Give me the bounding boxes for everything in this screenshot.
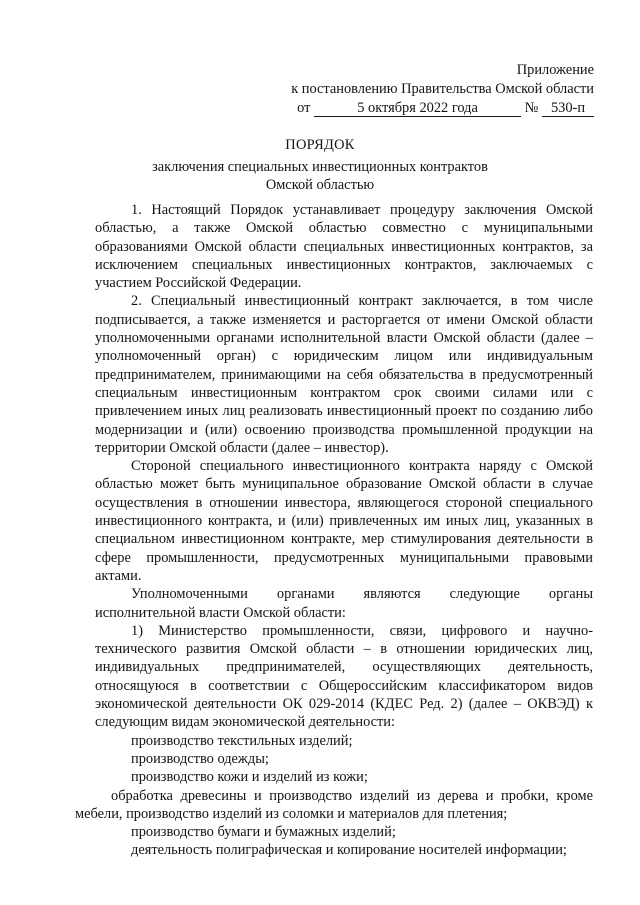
activity-item: обработка древесины и производство изделий из дерева и пробки, кроме мебели, производство изделий из соломки и материалов для плетения; bbox=[75, 787, 593, 822]
number-prefix: № bbox=[524, 100, 539, 116]
document-body bbox=[75, 201, 593, 860]
appendix-title: Приложение bbox=[516, 62, 594, 78]
activity-item: производство кожи и изделий из кожи; bbox=[131, 769, 368, 786]
resolution-number: 530-п bbox=[542, 100, 594, 117]
document-subtitle-line1: заключения специальных инвестиционных контрактов bbox=[152, 159, 488, 175]
activity-item: производство одежды; bbox=[131, 750, 269, 767]
paragraph-5: 1) Министерство промышленности, связи, цифрового и научно-технического развития Омской области – в отношении юридических лиц, индивидуальных предпринимателей, осуществляющих деятельность, относящуюся в соответствии с Общероссийским классификатором видов экономической деятельности ОК 029-2014 (КДЕС Ред. 2) (далее – ОКВЭД) к следующим видам экономической деятельности: bbox=[95, 622, 593, 731]
activity-item: производство бумаги и бумажных изделий; bbox=[131, 824, 396, 841]
document-heading bbox=[0, 136, 640, 194]
paragraph-3: Стороной специального инвестиционного контракта наряду с Омской областью может быть муниципальное образование Омской области в случае осуществления в отношении инвестора, являющегося стороной специального инвестиционного контракта, и (или) привлеченных им иных лиц, указанных в специальном инвестиционном контракте, мер стимулирования деятельности в сфере промышленности, предусмотренных муниципальными правовыми актами. bbox=[95, 458, 593, 584]
date-prefix: от bbox=[297, 100, 311, 116]
appendix-resolution: к постановлению Правительства Омской области bbox=[291, 81, 594, 97]
paragraph-1: 1. Настоящий Порядок устанавливает процедуру заключения Омской областью, а также Омской областью совместно с муниципальными образованиями Омской области специальных инвестиционных контрактов, за исключением специальных инвестиционных контрактов, заключаемых с участием Российской Федерации. bbox=[95, 202, 593, 292]
document-title: ПОРЯДОК bbox=[285, 137, 355, 153]
activity-item: деятельность полиграфическая и копирование носителей информации; bbox=[131, 842, 567, 859]
activity-item: производство текстильных изделий; bbox=[131, 732, 353, 749]
appendix-block bbox=[291, 61, 594, 118]
resolution-date: 5 октября 2022 года bbox=[314, 100, 521, 117]
document-subtitle-line2: Омской областью bbox=[265, 177, 375, 193]
paragraph-2: 2. Специальный инвестиционный контракт заключается, в том числе подписывается, а также изменяется и расторгается от имени Омской области уполномоченными органами исполнительной власти Омской области (далее – уполномоченный орган) с юридическим лицом или индивидуальным предпринимателем, принимающими на себя обязательства в предусмотренный специальным инвестиционным контрактом срок своими силами или с привлечением иных лиц реализовать инвестиционный проект по созданию либо модернизации и (или) освоению производства промышленной продукции на территории Омской области (далее – инвестор). bbox=[95, 293, 593, 456]
paragraph-4: Уполномоченными органами являются следующие органы исполнительной власти Омской области: bbox=[95, 586, 593, 621]
appendix-order-line bbox=[297, 99, 594, 118]
